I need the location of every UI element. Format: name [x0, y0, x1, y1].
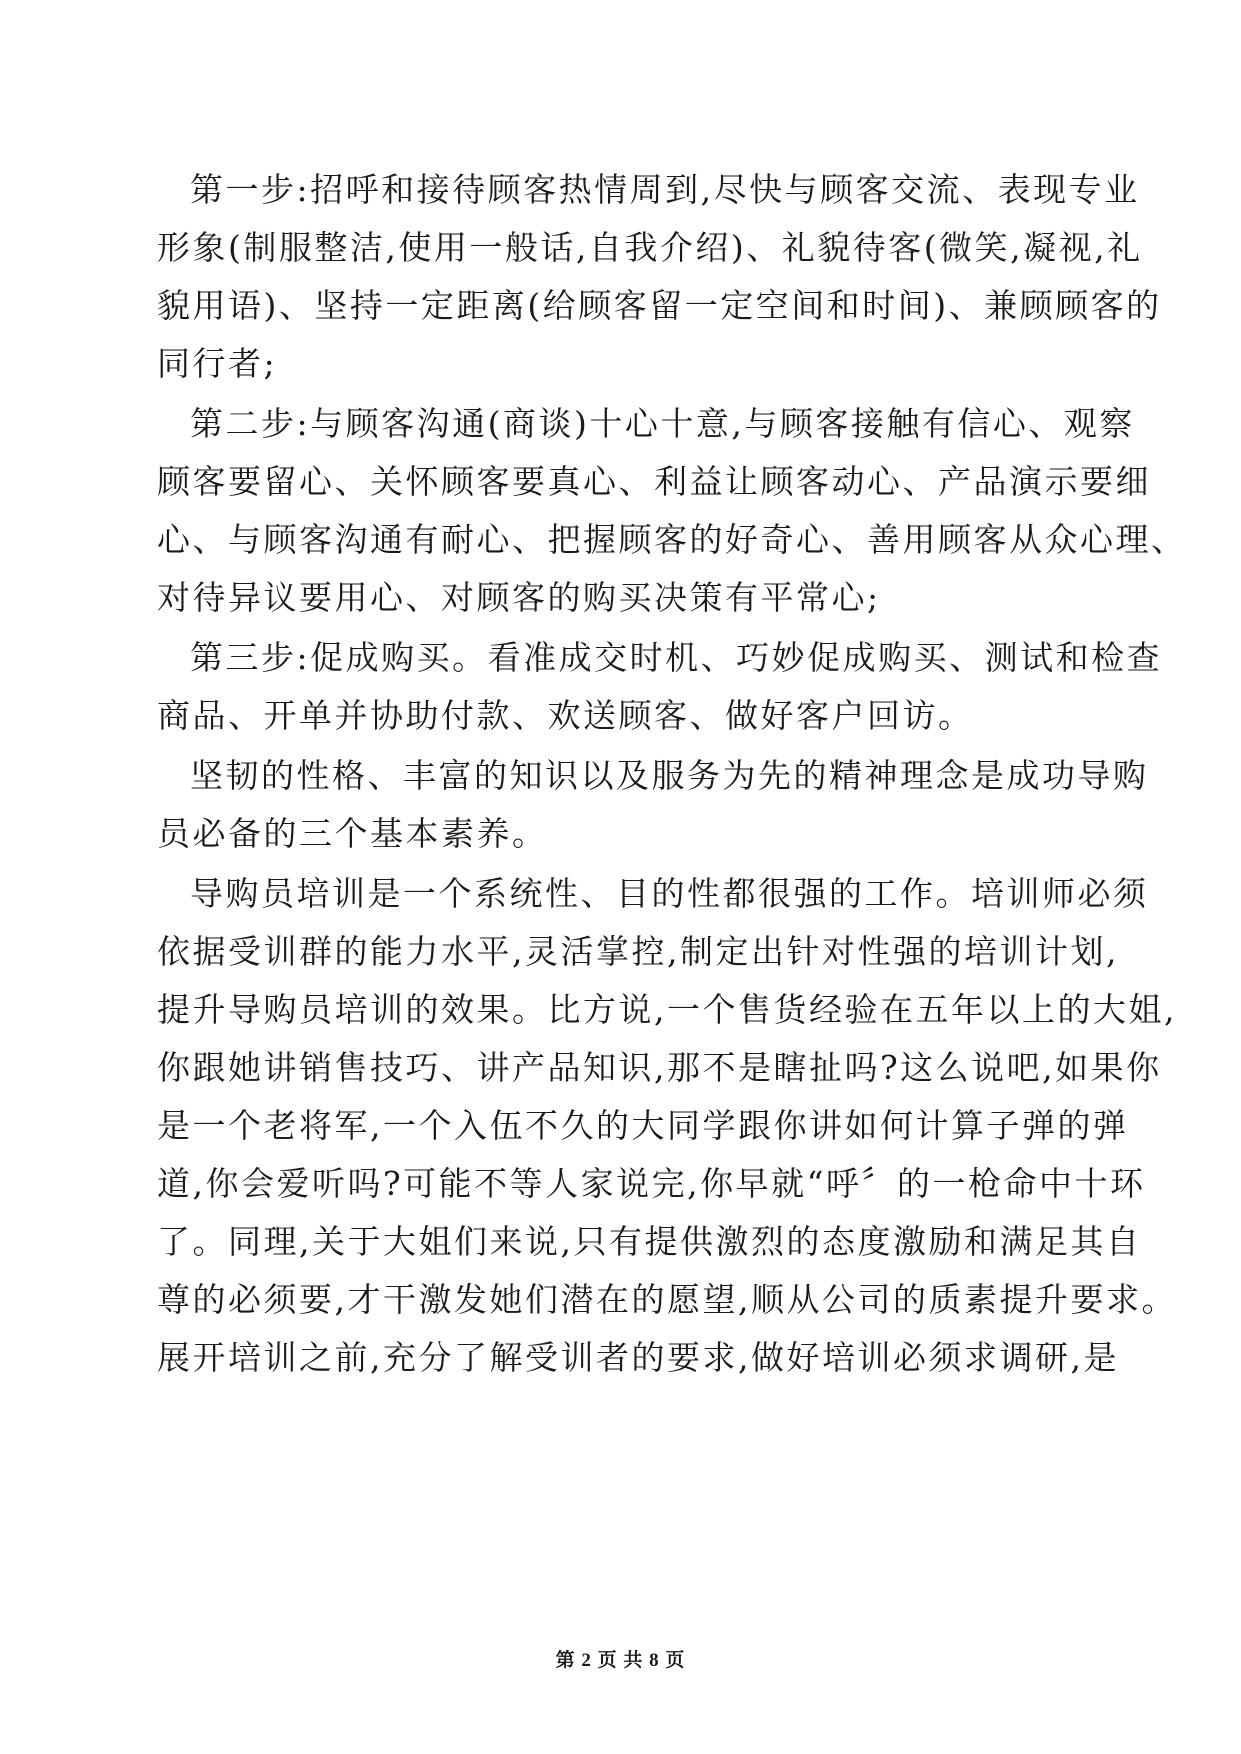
page-footer: 第 2 页 共 8 页	[555, 1650, 686, 1671]
text-line: 第一步:招呼和接待顾客热情周到,尽快与顾客交流、表现专业	[190, 170, 1140, 209]
text-line: 形象(制服整洁,使用一般话,自我介绍)、礼貌待客(微笑,凝视,礼	[157, 228, 1143, 267]
text-line: 第二步:与顾客沟通(商谈)十心十意,与顾客接触有信心、观察	[190, 404, 1135, 443]
text-line: 同行者;	[157, 344, 278, 383]
text-line: 顾客要留心、关怀顾客要真心、利益让顾客动心、产品演示要细	[157, 462, 1151, 501]
text-line: 第三步:促成购买。看准成交时机、巧妙促成购买、测试和检查	[190, 638, 1163, 677]
text-line: 貌用语)、坚持一定距离(给顾客留一定空间和时间)、兼顾顾客的	[157, 286, 1162, 325]
text-line: 导购员培训是一个系统性、目的性都很强的工作。培训师必须	[190, 874, 1149, 913]
text-line: 商品、开单并协助付款、欢送顾客、做好客户回访。	[157, 696, 974, 735]
text-line: 员必备的三个基本素养。	[157, 814, 548, 853]
text-line: 对待异议要用心、对顾客的购买决策有平常心;	[157, 578, 881, 617]
text-line: 依据受训群的能力水平,灵活掌控,制定出针对性强的培训计划,	[157, 932, 1119, 971]
text-line: 展开培训之前,充分了解受训者的要求,做好培训必须求调研,是	[157, 1338, 1119, 1377]
text-line: 了。同理,关于大姐们来说,只有提供激烈的态度激励和满足其自	[157, 1222, 1142, 1261]
text-line: 心、与顾客沟通有耐心、把握顾客的好奇心、善用顾客从众心理、	[157, 520, 1187, 559]
text-line: 提升导购员培训的效果。比方说,一个售货经验在五年以上的大姐,	[157, 990, 1177, 1029]
text-line: 尊的必须要,才干激发她们潜在的愿望,顺从公司的质素提升要求。	[157, 1280, 1177, 1319]
text-line: 是一个老将军,一个入伍不久的大同学跟你讲如何计算子弹的弹	[157, 1106, 1129, 1145]
text-line: 你跟她讲销售技巧、讲产品知识,那不是瞎扯吗?这么说吧,如果你	[157, 1048, 1162, 1087]
text-line: 道,你会爱听吗?可能不等人家说完,你早就“呼〞的一枪命中十环	[157, 1164, 1146, 1203]
text-line: 坚韧的性格、丰富的知识以及服务为先的精神理念是成功导购	[190, 756, 1149, 795]
